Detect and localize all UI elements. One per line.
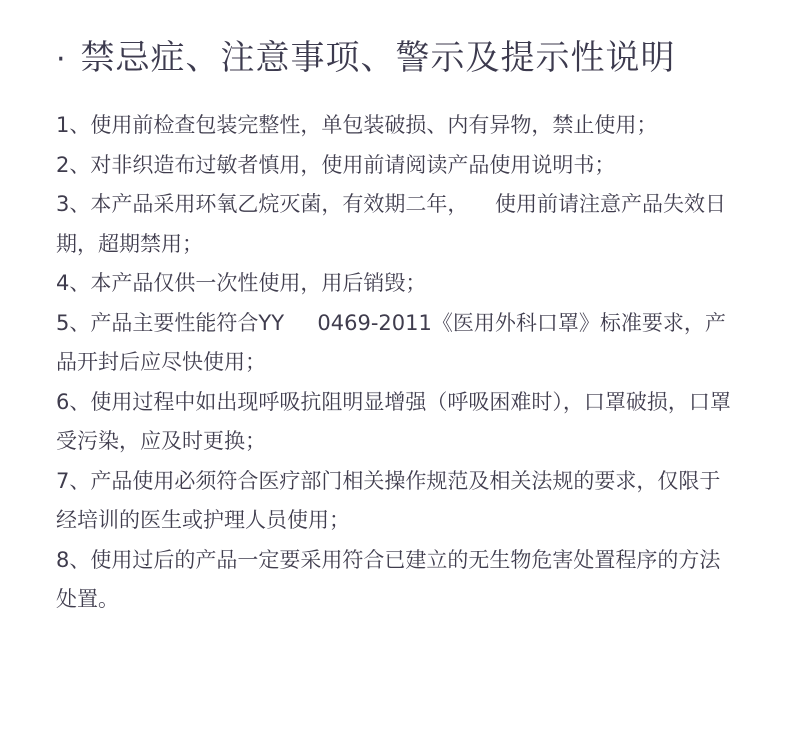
list-item: 7、产品使用必须符合医疗部门相关操作规范及相关法规的要求，仅限于经培训的医生或护理人员使用； — [56, 468, 721, 532]
section-title — [56, 34, 676, 84]
list-item: 2、对非织造布过敏者慎用，使用前请阅读产品使用说明书； — [56, 152, 616, 177]
precaution-list — [56, 106, 736, 620]
list-item: 3、本产品采用环氧乙烷灭菌，有效期二年， 使用前请注意产品失效日期，超期禁用； — [56, 192, 727, 256]
list-item: 5、产品主要性能符合YY 0469-2011《医用外科口罩》标准要求，产品开封后应尽快使用； — [56, 310, 726, 374]
list-item: 1、使用前检查包装完整性，单包装破损、内有异物，禁止使用； — [56, 113, 658, 137]
bullet-icon: · — [56, 42, 67, 77]
list-item: 8、使用过后的产品一定要采用符合已建立的无生物危害处置程序的方法处置。 — [56, 547, 721, 611]
list-item: 6、使用过程中如出现呼吸抗阻明显增强（呼吸困难时），口罩破损，口罩受污染，应及时更换； — [56, 389, 731, 453]
list-item: 4、本产品仅供一次性使用，用后销毁； — [56, 271, 427, 295]
section-title-text: 禁忌症、注意事项、警示及提示性说明 — [80, 38, 676, 78]
